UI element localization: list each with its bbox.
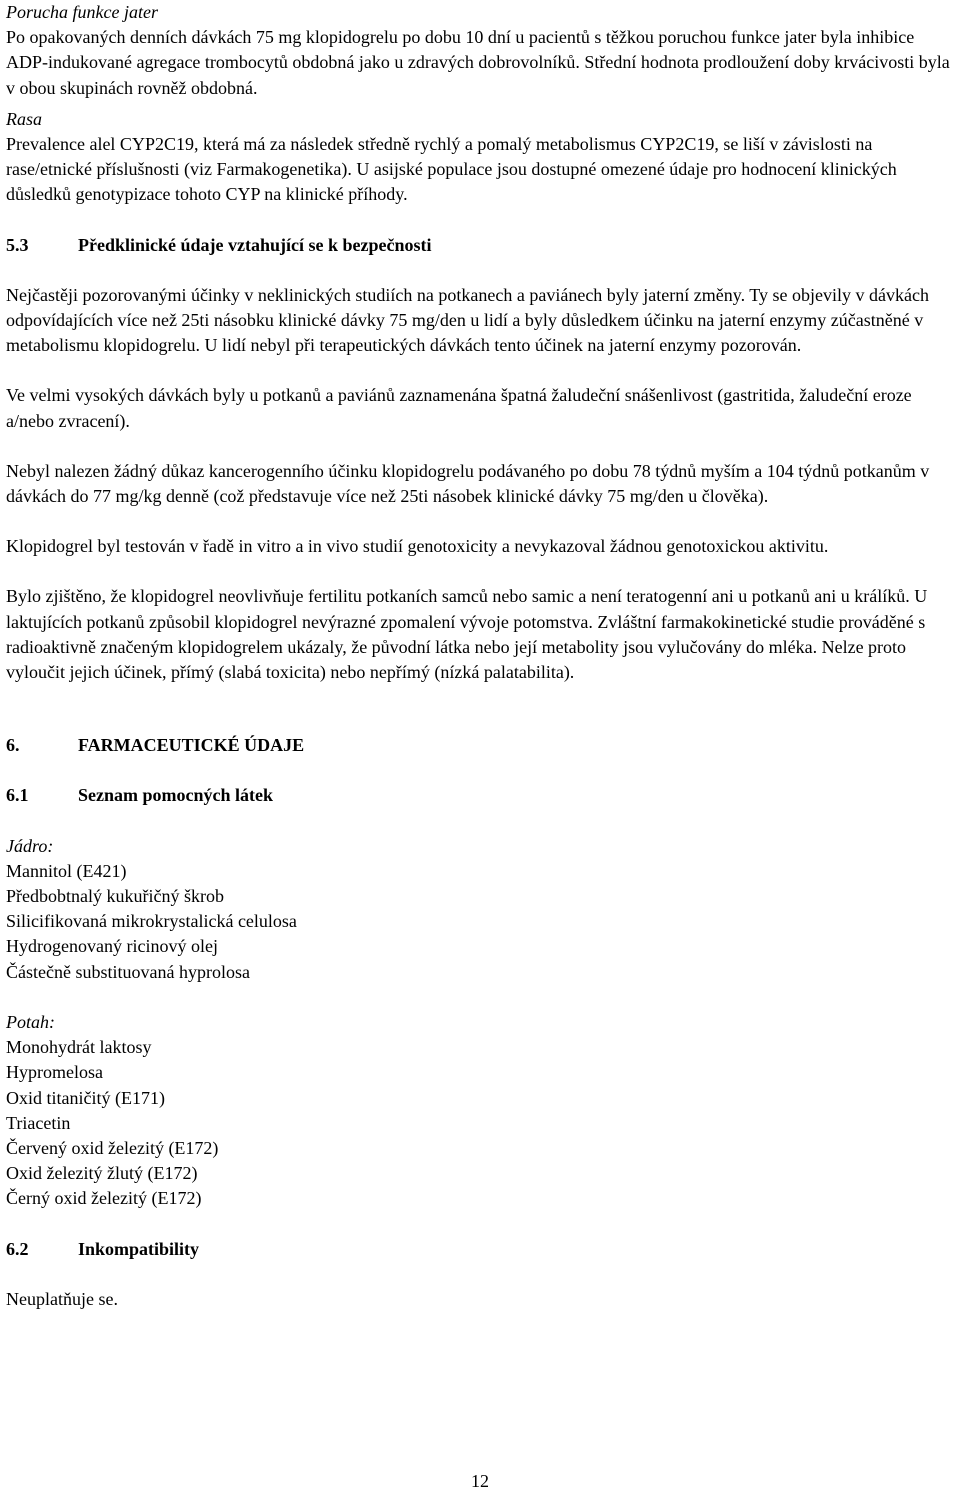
section-number: 5.3 <box>6 234 29 255</box>
list-item: Hypromelosa <box>6 1062 103 1083</box>
paragraph-carcinogenicity: Nebyl nalezen žádný důkaz kancerogenního účinku klopidogrelu podávaného po dobu 78 týdnů myším a 104 týdnů potkanům v dávkách do 77 mg/kg denně (což představuje více než 25ti násobek klinické dávky 75 mg/den u člověka). <box>6 460 930 507</box>
section-title: Inkompatibility <box>78 1238 200 1259</box>
section-number: 6. <box>6 735 20 756</box>
document-page <box>6 0 956 1312</box>
race-paragraph: Prevalence alel CYP2C19, která má za následek středně rychlý a pomalý metabolismus CYP2C19, se liší v závislosti na rase/etnické příslušnosti (viz Farmakogenetika). U asijské populace jsou dostupné omezené údaje pro hodnocení klinických důsledků genotypizace tohoto CYP na klinické příhody. <box>6 134 897 205</box>
section-number: 6.2 <box>6 1238 29 1259</box>
list-item: Mannitol (E421) <box>6 860 127 881</box>
paragraph-gastric: Ve velmi vysokých dávkách byly u potkanů a paviánů zaznamenána špatná žaludeční snášenlivost (gastritida, žaludeční eroze a/nebo zvracení). <box>6 385 912 431</box>
incompatibility-text: Neuplatňuje se. <box>6 1288 118 1309</box>
core-label: Jádro: <box>6 835 54 856</box>
section-title: Seznam pomocných látek <box>78 785 273 806</box>
list-item: Částečně substituovaná hyprolosa <box>6 961 250 982</box>
section-number: 6.1 <box>6 785 29 806</box>
section-6-2-heading <box>6 1237 956 1262</box>
list-item: Oxid titaničitý (E171) <box>6 1087 165 1108</box>
section-6-1-heading <box>6 783 956 808</box>
coat-excipients-list <box>6 1035 956 1211</box>
core-excipients-list <box>6 859 956 985</box>
paragraph-liver-effects: Nejčastěji pozorovanými účinky v neklinických studiích na potkanech a paviánech byly jaterní změny. Ty se objevily v dávkách odpovídajících více než 25ti násobku klinické dávky 75 mg/den u lidí a byly důsledkem účinku na jaterní enzymy zúčastněné v metabolismu klopidogrelu. U lidí nebyl při terapeutických dávkách tento účinek na jaterní enzymy pozorován. <box>6 284 929 356</box>
paragraph-genotoxicity: Klopidogrel byl testován v řadě in vitro a in vivo studií genotoxicity a nevykazoval žádnou genotoxickou aktivitu. <box>6 536 829 557</box>
list-item: Oxid železitý žlutý (E172) <box>6 1163 198 1184</box>
paragraph-fertility: Bylo zjištěno, že klopidogrel neovlivňuje fertilitu potkaních samců nebo samic a není teratogenní ani u potkanů ani u králíků. U laktujících potkanů způsobil klopidogrel nevýrazné zpomalení vývoje potomstva. Zvláštní farmakokinetické studie prováděné s radioaktivně značeným klopidogrelem ukázaly, že původní látka nebo její metabolity jsou vylučovány do mléka. Nelze proto vyloučit jejich účinek, přímý (slabá toxicita) nebo nepřímý (nízká palatabilita). <box>6 586 928 683</box>
list-item: Monohydrát laktosy <box>6 1037 152 1058</box>
section-5-3-heading <box>6 233 956 258</box>
section-title: Předklinické údaje vztahující se k bezpečnosti <box>78 234 432 255</box>
liver-subheading: Porucha funkce jater <box>6 2 158 22</box>
list-item: Hydrogenovaný ricinový olej <box>6 936 218 957</box>
coat-label: Potah: <box>6 1011 55 1032</box>
list-item: Předbobtnalý kukuřičný škrob <box>6 886 224 907</box>
page-number: 12 <box>471 1471 489 1491</box>
section-6-heading <box>6 733 956 758</box>
list-item: Červený oxid železitý (E172) <box>6 1137 219 1158</box>
list-item: Černý oxid železitý (E172) <box>6 1188 202 1209</box>
list-item: Silicifikovaná mikrokrystalická celulosa <box>6 911 297 932</box>
liver-paragraph: Po opakovaných denních dávkách 75 mg klopidogrelu po dobu 10 dní u pacientů s těžkou poruchou funkce jater byla inhibice ADP-indukované agregace trombocytů obdobná jako u zdravých dobrovolníků. Střední hodnota prodloužení doby krvácivosti byla v obou skupinách rovněž obdobná. <box>6 27 950 98</box>
race-subheading: Rasa <box>6 108 42 129</box>
list-item: Triacetin <box>6 1112 71 1133</box>
section-title: FARMACEUTICKÉ ÚDAJE <box>78 735 305 756</box>
